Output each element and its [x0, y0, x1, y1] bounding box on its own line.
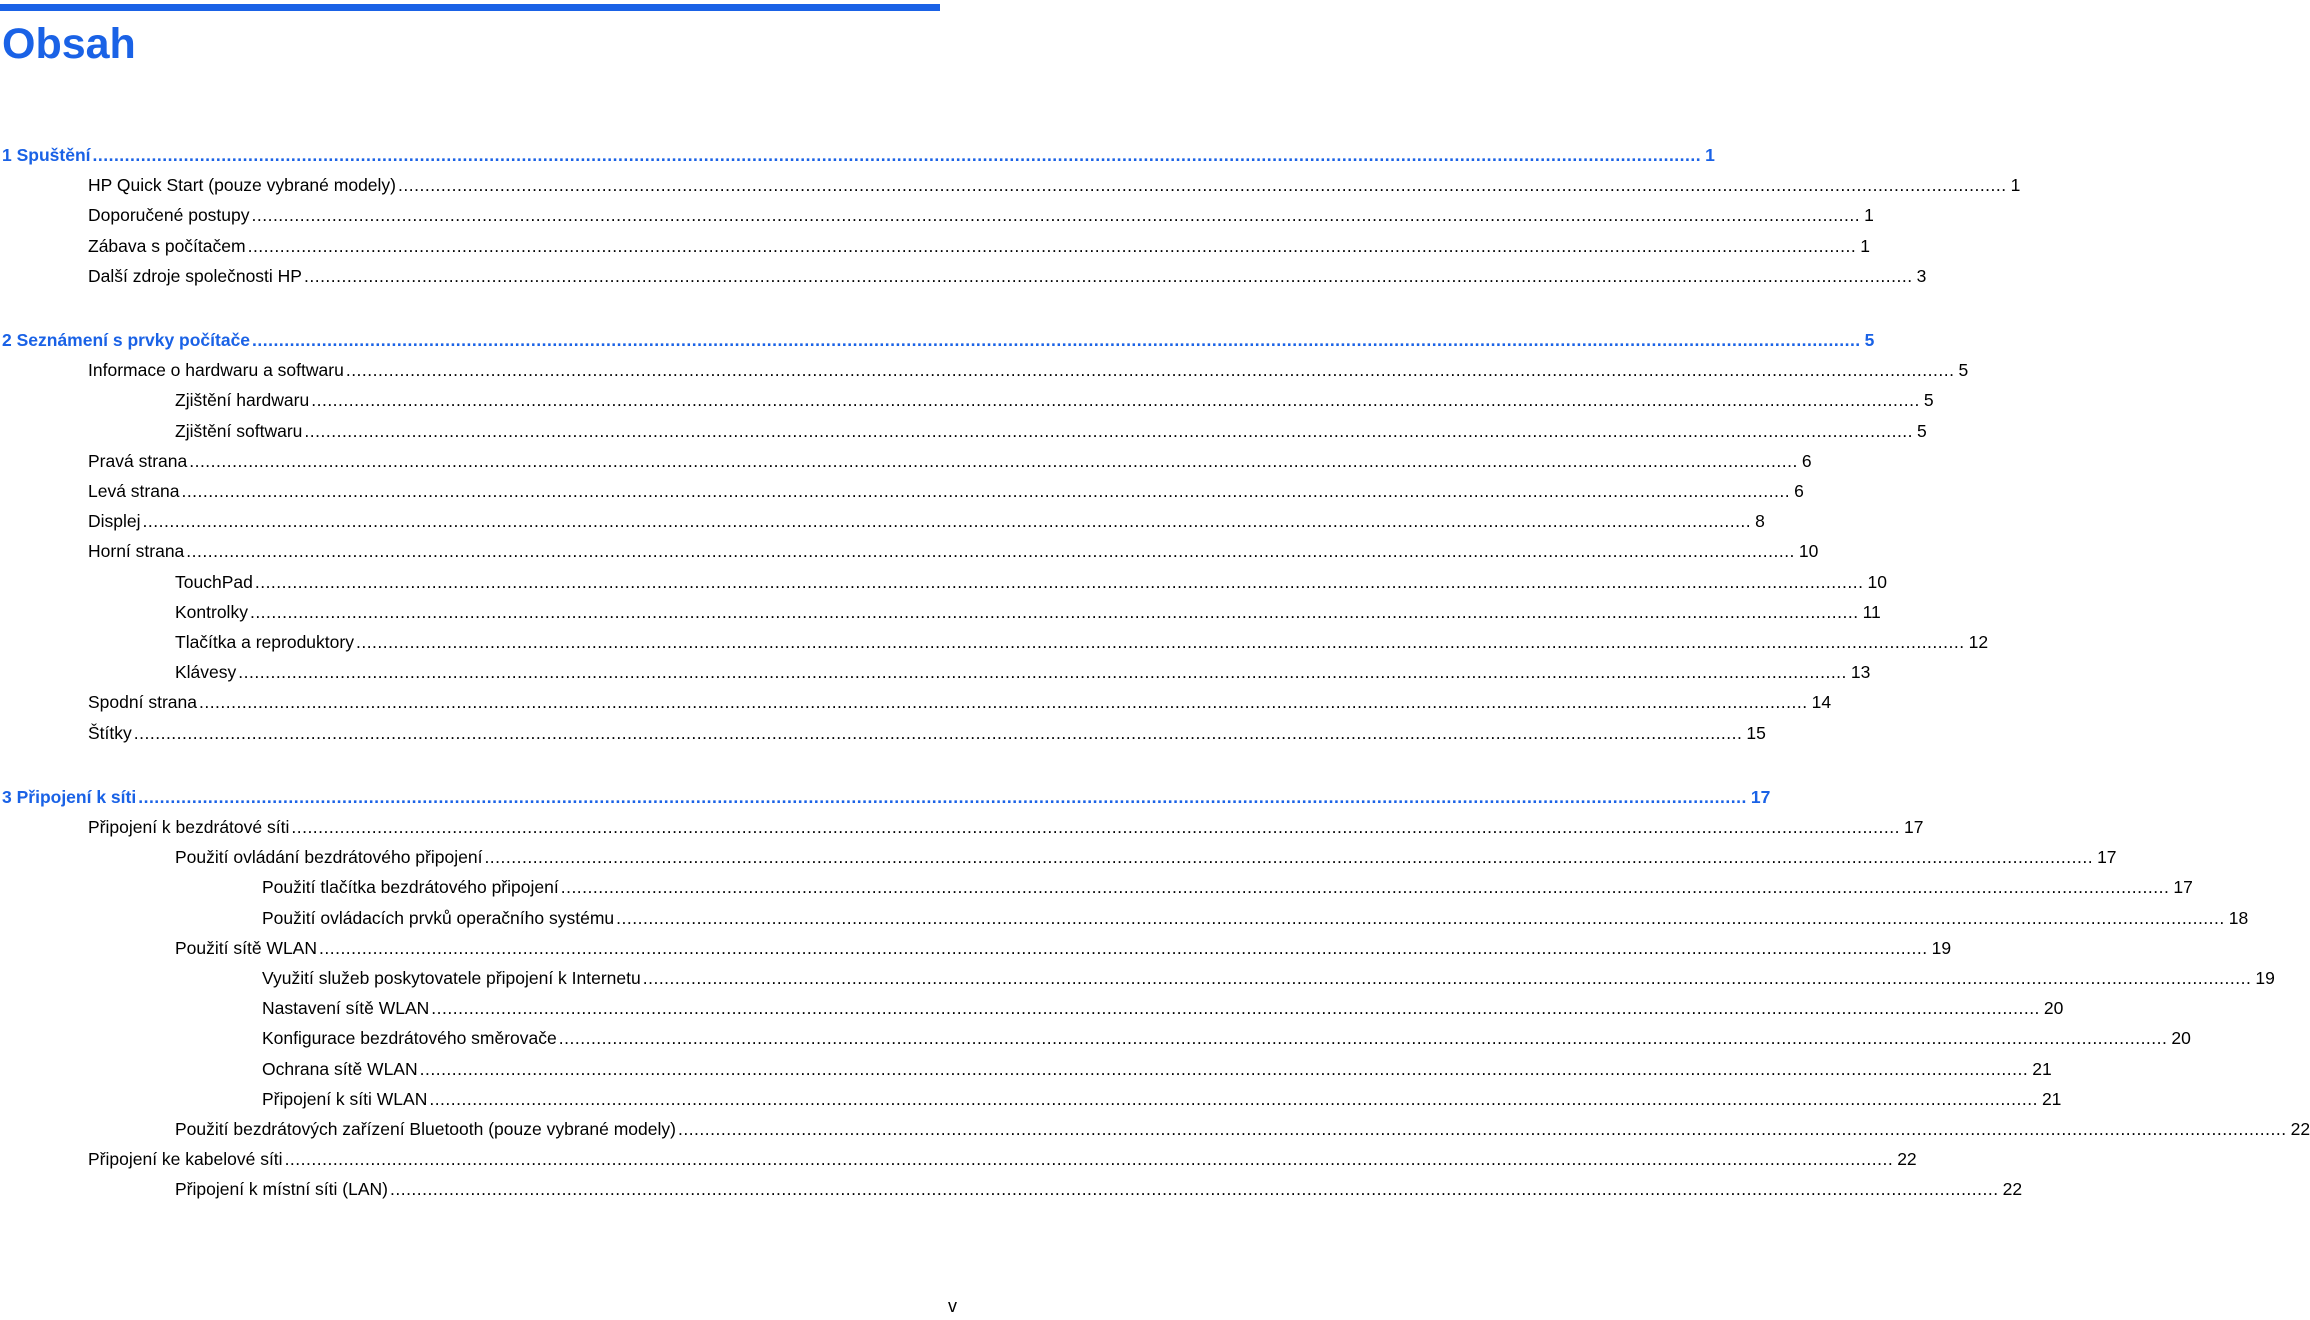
toc-entry-label: Levá strana [88, 481, 180, 501]
toc-dot-leader: ............................................................................................................................................................................................................................................................................................................ [249, 602, 1859, 622]
toc-entry[interactable] [262, 1087, 2062, 1111]
toc-entry-page: 15 [1746, 723, 1766, 743]
toc-entry-page: 10 [1798, 541, 1819, 561]
toc-entry-page: 14 [1811, 692, 1832, 712]
toc-dot-leader: ............................................................................................................................................................................................................................................................................................................ [616, 908, 2225, 928]
toc-entry-page: 1 [1705, 145, 1715, 165]
toc-chapter-entry[interactable] [2, 143, 1715, 167]
toc-entry-page: 6 [1794, 481, 1804, 501]
toc-entry-page: 19 [1931, 938, 1952, 958]
toc-dot-leader: ............................................................................................................................................................................................................................................................................................................ [429, 1089, 2038, 1109]
toc-entry-page: 12 [1968, 632, 1989, 652]
toc-entry-page: 8 [1755, 511, 1765, 531]
toc-entry-label: Pravá strana [88, 451, 188, 471]
toc-dot-leader: ............................................................................................................................................................................................................................................................................................................ [484, 847, 2094, 867]
toc-entry-label: Připojení k místní síti (LAN) [175, 1179, 388, 1199]
toc-entry-page: 20 [2171, 1028, 2191, 1048]
toc-entry-page: 18 [2228, 908, 2249, 928]
toc-entry-label: Ochrana sítě WLAN [262, 1059, 418, 1079]
toc-entry[interactable] [175, 936, 1952, 960]
toc-dot-leader: ............................................................................................................................................................................................................................................................................................................ [284, 1149, 1894, 1169]
toc-entry-label: Použití bezdrátových zařízení Bluetooth (pouze vybrané modely) [175, 1119, 676, 1139]
toc-entry-label: Nastavení sítě WLAN [262, 998, 430, 1018]
toc-entry[interactable] [262, 996, 2064, 1020]
toc-dot-leader: ............................................................................................................................................................................................................................................................................................................ [319, 938, 1928, 958]
toc-chapter-entry[interactable] [2, 328, 1875, 352]
toc-entry[interactable] [175, 630, 1989, 654]
toc-entry[interactable] [262, 906, 2249, 930]
toc-entry-label: Zábava s počítačem [88, 236, 246, 256]
toc-entry[interactable] [88, 509, 1765, 533]
toc-entry-label: Zjištění hardwaru [175, 390, 310, 410]
toc-dot-leader: ............................................................................................................................................................................................................................................................................................................ [642, 968, 2252, 988]
toc-entry-label: Použití ovládání bezdrátového připojení [175, 847, 483, 867]
toc-entry-label: Štítky [88, 723, 132, 743]
toc-dot-leader: ............................................................................................................................................................................................................................................................................................................ [198, 692, 1808, 712]
toc-entry[interactable] [175, 419, 1927, 443]
toc-dot-leader: ............................................................................................................................................................................................................................................................................................................ [291, 817, 1900, 837]
toc-entry-label: Použití ovládacích prvků operačního systému [262, 908, 615, 928]
toc-dot-leader: ............................................................................................................................................................................................................................................................................................................ [251, 205, 1861, 225]
toc-entry-page: 22 [2290, 1119, 2310, 1139]
toc-entry-label: Zjištění softwaru [175, 421, 303, 441]
toc-entry-label: Připojení k síti WLAN [262, 1089, 428, 1109]
toc-entry[interactable] [88, 690, 1832, 714]
toc-entry[interactable] [88, 815, 1924, 839]
toc-entry[interactable] [88, 173, 2021, 197]
toc-dot-leader: ............................................................................................................................................................................................................................................................................................................ [133, 723, 1743, 743]
toc-entry-page: 19 [2255, 968, 2275, 988]
toc-entry[interactable] [88, 264, 1927, 288]
toc-chapter-entry[interactable] [2, 785, 1771, 809]
toc-entry[interactable] [88, 234, 1870, 258]
toc-dot-leader: ............................................................................................................................................................................................................................................................................................................ [252, 330, 1861, 350]
toc-entry-label: TouchPad [175, 572, 253, 592]
toc-dot-leader: ............................................................................................................................................................................................................................................................................................................ [138, 787, 1747, 807]
toc-dot-leader: ............................................................................................................................................................................................................................................................................................................ [398, 175, 2007, 195]
toc-entry[interactable] [88, 539, 1819, 563]
toc-dot-leader: ............................................................................................................................................................................................................................................................................................................ [238, 662, 1847, 682]
toc-entry[interactable] [88, 449, 1812, 473]
toc-entry[interactable] [88, 1147, 1917, 1171]
toc-entry-page: 1 [1864, 205, 1874, 225]
toc-dot-leader: ............................................................................................................................................................................................................................................................................................................ [186, 541, 1795, 561]
toc-entry[interactable] [175, 660, 1871, 684]
toc-entry-label: Konfigurace bezdrátového směrovače [262, 1028, 557, 1048]
toc-entry-label: HP Quick Start (pouze vybrané modely) [88, 175, 397, 195]
toc-dot-leader: ............................................................................................................................................................................................................................................................................................................ [92, 145, 1702, 165]
toc-entry-page: 11 [1862, 602, 1881, 622]
toc-entry-page: 13 [1850, 662, 1871, 682]
toc-dot-leader: ............................................................................................................................................................................................................................................................................................................ [389, 1179, 1999, 1199]
toc-dot-leader: ............................................................................................................................................................................................................................................................................................................ [247, 236, 1857, 256]
toc-entry[interactable] [175, 388, 1934, 412]
toc-entry-page: 3 [1916, 266, 1927, 286]
toc-entry-label: Spodní strana [88, 692, 197, 712]
toc-dot-leader: ............................................................................................................................................................................................................................................................................................................ [355, 632, 1965, 652]
toc-entry-page: 5 [1958, 360, 1969, 380]
toc-entry-page: 21 [2032, 1059, 2052, 1079]
toc-entry-page: 1 [1860, 236, 1870, 256]
toc-entry-label: 1 Spuštění [2, 145, 91, 165]
toc-entry-page: 6 [1801, 451, 1812, 471]
toc-entry-label: Připojení k bezdrátové síti [88, 817, 290, 837]
toc-dot-leader: ............................................................................................................................................................................................................................................................................................................ [142, 511, 1752, 531]
toc-dot-leader: ............................................................................................................................................................................................................................................................................................................ [311, 390, 1920, 410]
toc-entry-label: 2 Seznámení s prvky počítače [2, 330, 251, 350]
toc-entry[interactable] [262, 966, 2275, 990]
toc-entry-label: Displej [88, 511, 141, 531]
toc-dot-leader: ............................................................................................................................................................................................................................................................................................................ [677, 1119, 2287, 1139]
toc-dot-leader: ............................................................................................................................................................................................................................................................................................................ [303, 266, 1913, 286]
toc-entry-label: 3 Připojení k síti [2, 787, 137, 807]
toc-entry[interactable] [175, 570, 1887, 594]
toc-entry-label: Doporučené postupy [88, 205, 250, 225]
toc-entry[interactable] [175, 1177, 2023, 1201]
toc-entry-page: 1 [2010, 175, 2021, 195]
toc-entry[interactable] [88, 479, 1804, 503]
toc-entry[interactable] [262, 875, 2193, 899]
toc-entry-label: Horní strana [88, 541, 185, 561]
toc-dot-leader: ............................................................................................................................................................................................................................................................................................................ [431, 998, 2040, 1018]
toc-dot-leader: ............................................................................................................................................................................................................................................................................................................ [181, 481, 1791, 501]
header-rule [0, 4, 940, 11]
toc-dot-leader: ............................................................................................................................................................................................................................................................................................................ [345, 360, 1955, 380]
toc-dot-leader: ............................................................................................................................................................................................................................................................................................................ [254, 572, 1864, 592]
toc-dot-leader: ............................................................................................................................................................................................................................................................................................................ [304, 421, 1914, 441]
toc-entry[interactable] [88, 203, 1874, 227]
toc-entry-page: 22 [2002, 1179, 2023, 1199]
toc-entry-label: Další zdroje společnosti HP [88, 266, 302, 286]
toc-entry-page: 20 [2043, 998, 2064, 1018]
toc-entry[interactable] [175, 1117, 2310, 1141]
toc-entry-page: 22 [1897, 1149, 1917, 1169]
toc-entry[interactable] [175, 845, 2117, 869]
toc-dot-leader: ............................................................................................................................................................................................................................................................................................................ [189, 451, 1798, 471]
toc-dot-leader: ............................................................................................................................................................................................................................................................................................................ [560, 877, 2170, 897]
toc-entry-page: 21 [2041, 1089, 2062, 1109]
toc-entry-page: 10 [1867, 572, 1887, 592]
toc-entry-page: 5 [1917, 421, 1927, 441]
toc-entry-label: Připojení ke kabelové síti [88, 1149, 283, 1169]
toc-entry-page: 5 [1923, 390, 1934, 410]
toc-entry-page: 17 [2173, 877, 2193, 897]
toc-entry-label: Informace o hardwaru a softwaru [88, 360, 344, 380]
toc-entry-page: 5 [1864, 330, 1875, 350]
toc-entry[interactable] [262, 1057, 2052, 1081]
toc-entry-label: Využití služeb poskytovatele připojení k Internetu [262, 968, 641, 988]
toc-dot-leader: ............................................................................................................................................................................................................................................................................................................ [558, 1028, 2168, 1048]
toc-entry-label: Použití sítě WLAN [175, 938, 317, 958]
toc-entry-page: 17 [1750, 787, 1771, 807]
toc-entry-page: 17 [1903, 817, 1924, 837]
toc-entry[interactable] [175, 600, 1881, 624]
toc-entry[interactable] [88, 358, 1969, 382]
toc-entry-label: Použití tlačítka bezdrátového připojení [262, 877, 559, 897]
toc-entry[interactable] [88, 721, 1766, 745]
toc-entry-label: Klávesy [175, 662, 237, 682]
toc-dot-leader: ............................................................................................................................................................................................................................................................................................................ [419, 1059, 2029, 1079]
toc-entry[interactable] [262, 1026, 2191, 1050]
toc-entry-label: Tlačítka a reproduktory [175, 632, 354, 652]
page-title: Obsah [2, 20, 136, 68]
page-number: v [948, 1296, 957, 1316]
toc-entry-page: 17 [2097, 847, 2117, 867]
toc-entry-label: Kontrolky [175, 602, 248, 622]
